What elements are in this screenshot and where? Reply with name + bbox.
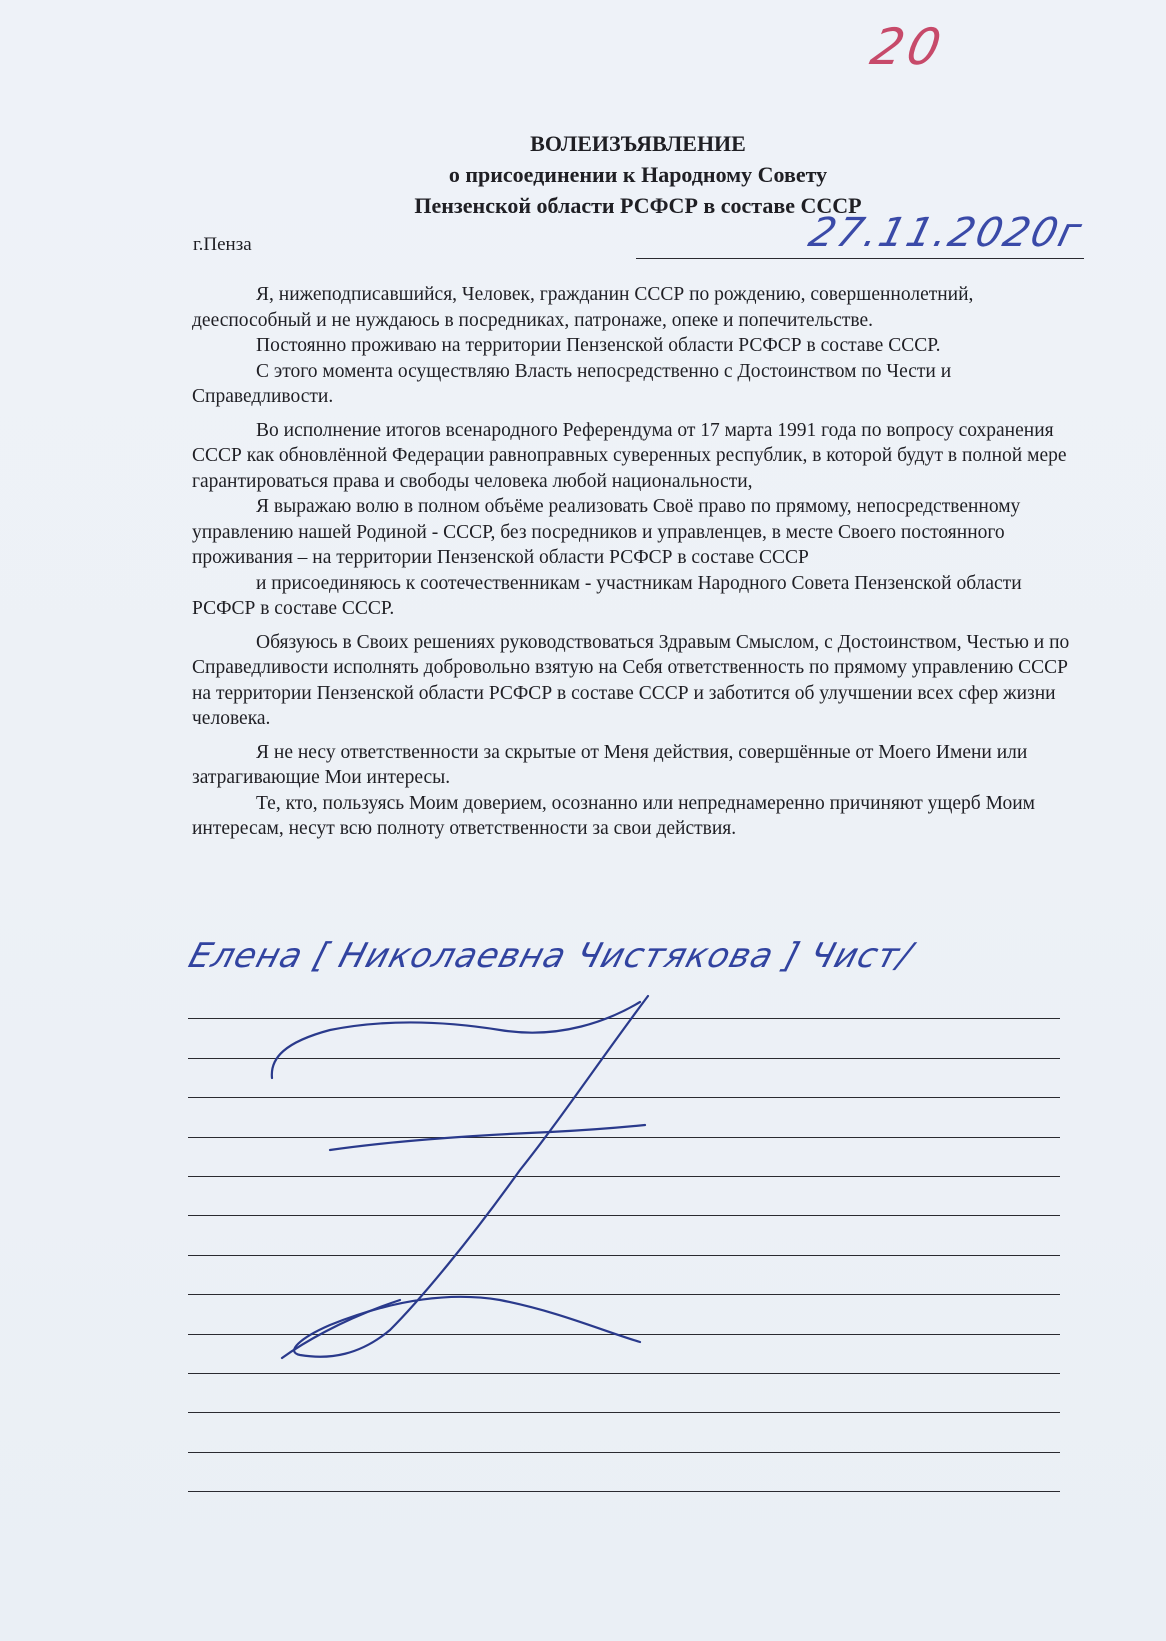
handwritten-signature-name: Елена [ Николаевна Чистякова ] Чист/: [184, 936, 918, 976]
title-line-1: ВОЛЕИЗЪЯВЛЕНИЕ: [530, 131, 746, 156]
title-line-3: Пензенской области РСФСР в составе СССР: [414, 193, 862, 218]
handwritten-date: 27.11.2020г: [804, 210, 1088, 256]
page-number: 20: [865, 18, 950, 76]
paragraph: Обязуюсь в Своих решениях руководствоваться Здравым Смыслом, с Достоинством, Честью и по Справедливости исполнять добровольно взятую на Себя ответственность по прямому управлению СССР на территории Пензенской области РСФСР в составе СССР и заботится об улучшении всех сфер жизни человека.: [192, 631, 1070, 729]
paragraph: С этого момента осуществляю Власть непосредственно с Достоинством по Чести и Справедливости.: [192, 360, 952, 407]
paragraph: и присоединяюсь к соотечественникам - участникам Народного Совета Пензенской области РСФСР в составе СССР.: [192, 572, 1022, 619]
paragraph: Те, кто, пользуясь Моим доверием, осознанно или непреднамеренно причиняют ущерб Моим интересам, несут всю полноту ответственности за свои действия.: [192, 792, 1035, 839]
paragraph: Я не несу ответственности за скрытые от Меня действия, совершённые от Моего Имени или затрагивающие Мои интересы.: [192, 741, 1028, 788]
paragraph: Во исполнение итогов всенародного Референдума от 17 марта 1991 года по вопросу сохранения СССР как обновлённой Федерации равноправных суверенных республик, в которой будут в полной мере гарантироваться права и свободы человека любой национальности,: [192, 419, 1067, 492]
paragraph: Постоянно проживаю на территории Пензенской области РСФСР в составе СССР.: [256, 335, 941, 356]
title-line-2: о присоединении к Народному Совету: [448, 162, 828, 187]
paragraph: Я, нижеподписавшийся, Человек, гражданин СССР по рождению, совершеннолетний, дееспособный и не нуждаюсь в посредниках, патронаже, опеке и попечительстве.: [192, 284, 974, 331]
paragraph: Я выражаю волю в полном объёме реализовать Своё право по прямому, непосредственному управлению нашей Родиной - СССР, без посредников и управленцев, в месте Своего постоянного проживания – на территории Пензенской области РСФСР в составе СССР: [192, 496, 1021, 568]
city-label: г.Пенза: [193, 234, 252, 255]
